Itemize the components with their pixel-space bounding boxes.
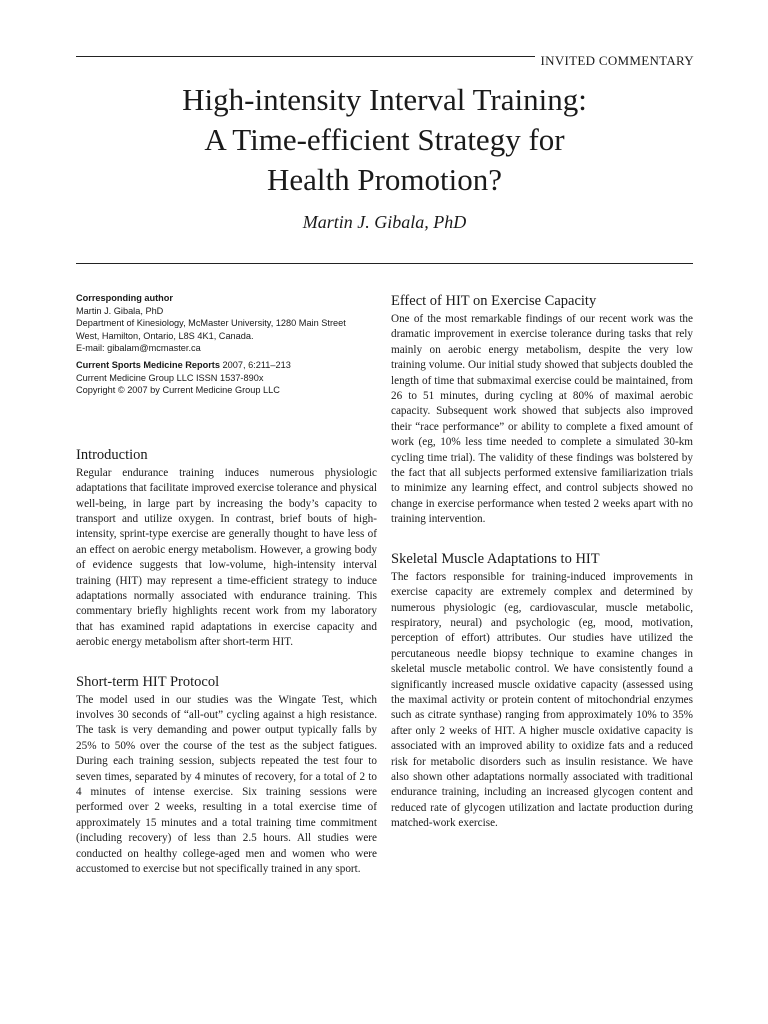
- introduction-section: [76, 446, 377, 651]
- journal-name: Current Sports Medicine Reports: [76, 359, 220, 370]
- journal-info-block: [76, 359, 377, 397]
- copyright-notice: Copyright © 2007 by Current Medicine Group LLC: [76, 385, 280, 396]
- corresponding-name: Martin J. Gibala, PhD: [76, 305, 164, 316]
- section-heading: Skeletal Muscle Adaptations to HIT: [391, 550, 600, 567]
- title-line: A Time-efficient Strategy for: [204, 122, 565, 157]
- section-heading: Short-term HIT Protocol: [76, 673, 220, 690]
- article-title: [76, 80, 693, 200]
- article-metadata: [76, 292, 377, 397]
- capacity-section: [391, 292, 693, 528]
- title-line: Health Promotion?: [266, 162, 503, 197]
- title-rule: [76, 263, 693, 264]
- address-line: West, Hamilton, Ontario, L8S 4K1, Canada.: [76, 330, 254, 341]
- right-column: [391, 292, 693, 854]
- email-address: E-mail: gibalam@mcmaster.ca: [76, 343, 201, 354]
- section-body: One of the most remarkable findings of our recent work was the dramatic improvement in exercise tolerance during tasks that rely mainly on aerobic energy metabolism, despite the very low training volume. Our initial study showed that subjects doubled the length of time that submaximal exercise could be maintained, from 26 to 51 minutes, during cycling at 80% of maximal aerobic capacity. Subsequent work showed that subjects also improved their “race performance” or ability to complete a fixed amount of work (eg, 10% less time needed to complete a simulated 30-km cycling time trial). The validity of these findings was bolstered by the fact that all subjects performed extensive familiarization trials to minimize any learning effect, and control subjects showed no change in exercise performance when tested 2 weeks apart with no training intervention.: [391, 313, 693, 526]
- left-column: [76, 292, 377, 900]
- skeletal-section: [391, 550, 693, 832]
- section-label: INVITED COMMENTARY: [535, 52, 695, 70]
- publisher-issn: Current Medicine Group LLC ISSN 1537-890x: [76, 372, 264, 383]
- section-heading: Effect of HIT on Exercise Capacity: [391, 293, 597, 309]
- section-heading: Introduction: [76, 446, 148, 463]
- address-line: Department of Kinesiology, McMaster University, 1280 Main Street: [76, 318, 346, 329]
- corresponding-label: Corresponding author: [76, 293, 173, 303]
- title-line: High-intensity Interval Training:: [182, 82, 587, 117]
- protocol-section: [76, 673, 377, 878]
- section-body: The factors responsible for training-induced improvements in exercise capacity are extremely complex and determined by numerous physiologic (eg, cardiovascular, muscle metabolic, respiratory, neural) and psychologic (eg, mood, motivation, perception of effort) attributes. Our studies have utilized the percutaneous needle biopsy technique to examine changes in skeletal muscle metabolic control. We have consistently found a significantly increased muscle oxidative capacity (assessed using the maximal activity or protein content of mitochondrial enzymes such as citrate synthase) ranging from approximately 10% to 35% after only 2 weeks of HIT. A higher muscle oxidative capacity is associated with an improved ability to oxidize fats and a reduced risk for metabolic disorders such as insulin resistance. We have also shown other adaptations normally associated with traditional endurance training, including an increased glycogen content and reduced rate of glycogen utilization and lactate production during matched-work exercise.: [391, 570, 693, 830]
- section-body: The model used in our studies was the Wingate Test, which involves 30 seconds of “all-out” cycling against a high resistance. The task is very demanding and power output typically falls by 25% to 50% over the course of the test as the subject fatigues. During each training session, subjects repeated the test four to seven times, separated by 4 minutes of recovery, for a total of 2 to 4 minutes of intense exercise. Six training sessions were performed over 2 weeks, resulting in a total exercise time of approximately 15 minutes and a total training time commitment (including recovery) of less than 2.5 hours. All studies were conducted on healthy college-aged men and women who were accustomed to exercise but not specifically trained in any sport.: [76, 693, 377, 876]
- author-byline: Martin J. Gibala, PhD: [302, 212, 467, 232]
- journal-citation: 2007, 6:211–213: [219, 359, 291, 370]
- corresponding-author-block: [76, 292, 377, 355]
- section-body: Regular endurance training induces numerous physiologic adaptations that facilitate improved exercise tolerance and physical well-being, in large part by increasing the body’s capacity to transport and utilize oxygen. In contrast, brief bouts of high-intensity, sprint-type exercise are generally thought to have less of an effect on aerobic energy metabolism. However, a growing body of evidence suggests that low-volume, high-intensity interval training (HIT) may represent a time-efficient strategy to induce adaptations normally associated with endurance training. This commentary briefly highlights recent work from my laboratory that has examined rapid adaptations in exercise capacity and aerobic energy metabolism after short-term HIT.: [76, 466, 377, 649]
